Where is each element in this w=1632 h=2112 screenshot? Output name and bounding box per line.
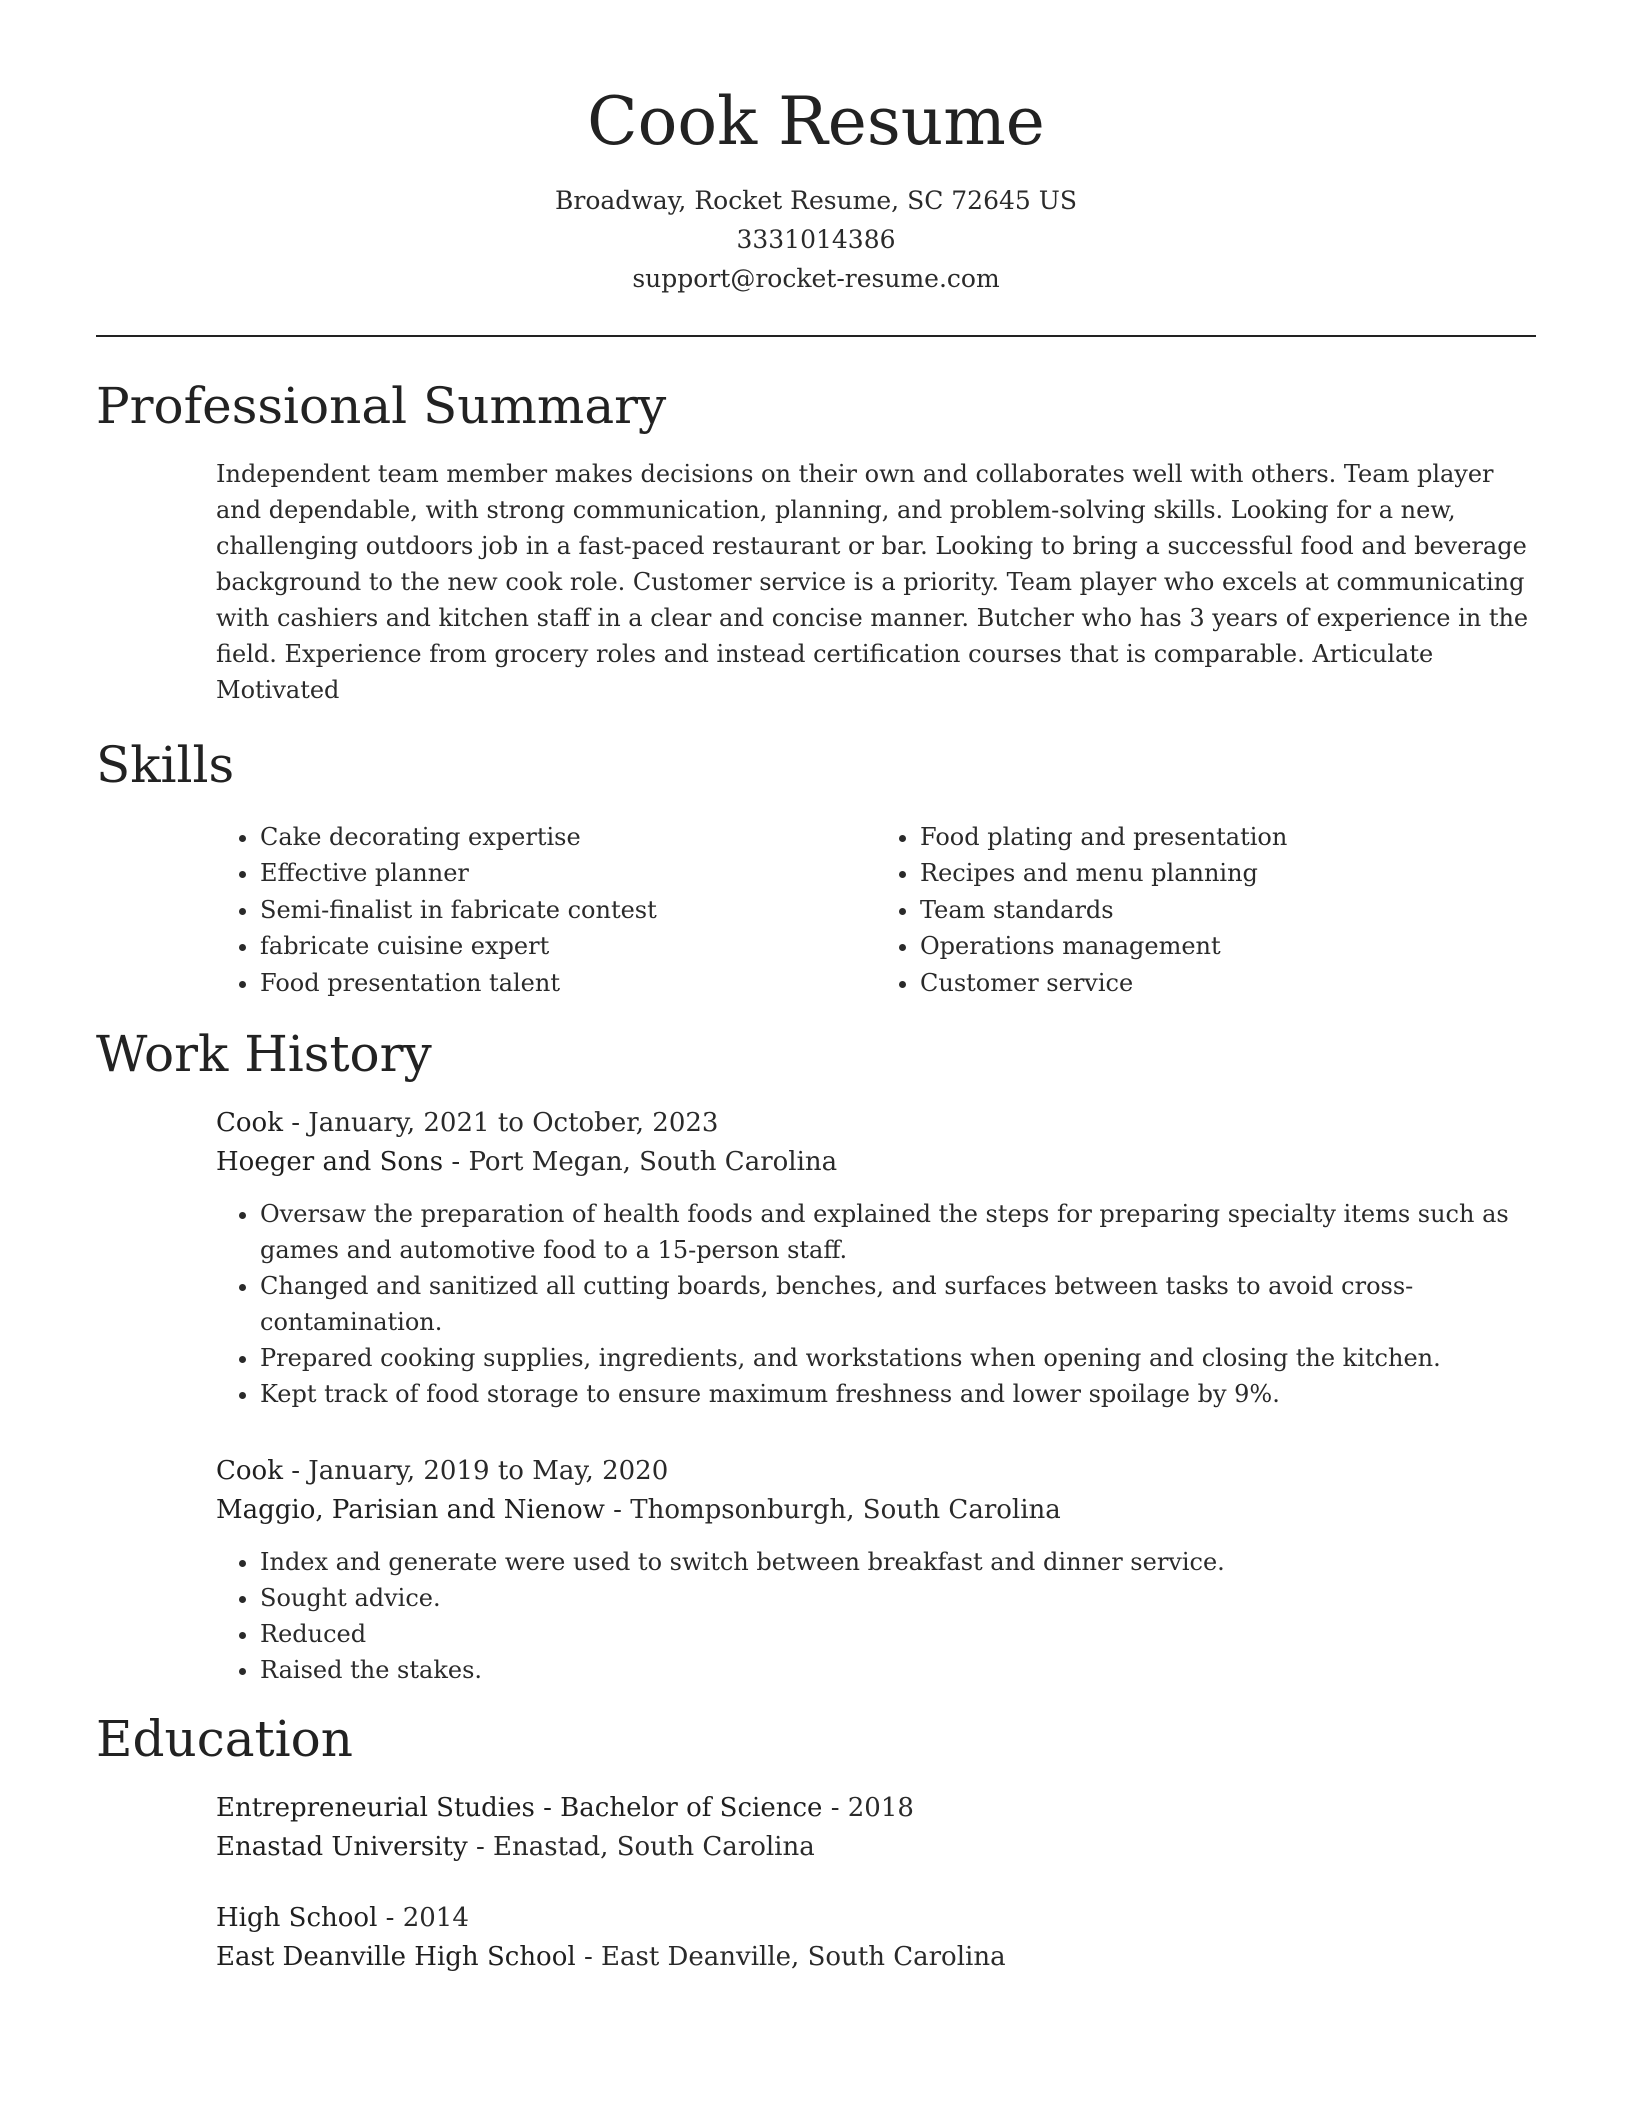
skill-item: • Customer service <box>920 965 1536 1002</box>
job-bullet: • Kept track of food storage to ensure maximum freshness and lower spoilage by 9%. <box>260 1376 1536 1412</box>
education-degree-line <box>216 1789 1536 1828</box>
education-year: - 2014 <box>377 1903 469 1934</box>
education-degree: Entrepreneurial Studies - Bachelor of Science <box>216 1793 823 1824</box>
skill-item: • Operations management <box>920 928 1536 965</box>
summary-heading: Professional Summary <box>96 376 667 435</box>
job-title-line <box>216 1104 1536 1143</box>
skills-grid <box>216 819 1536 1002</box>
education-year: - 2018 <box>822 1793 914 1824</box>
skill-item: • Food presentation talent <box>260 965 876 1002</box>
job-role: Cook <box>216 1456 283 1487</box>
job-entry <box>216 1452 1536 1688</box>
job-company: Hoeger and Sons <box>216 1147 444 1178</box>
job-role: Cook <box>216 1108 283 1139</box>
education-school-line <box>216 1828 1536 1867</box>
skill-item: • Semi-finalist in fabricate contest <box>260 892 876 929</box>
summary-text: Independent team member makes decisions on their own and collaborates well with others. Team player and dependable, with strong communication, planning, and problem-solving skills. Looking for a new, challenging outdoors job in a fast-paced restaurant or bar. Looking to bring a successful food and beverage background to the new cook role. Customer service is a priority. Team player who excels at communicating with cashiers and kitchen staff in a clear and concise manner. Butcher who has 3 years of experience in the field. Experience from grocery roles and instead certification courses that is comparable. Articulate Motivated <box>216 459 1529 704</box>
education-entry <box>216 1789 1536 1867</box>
job-location: - Port Megan, South Carolina <box>443 1147 838 1178</box>
job-bullets <box>216 1196 1536 1412</box>
job-bullet: • Oversaw the preparation of health foods and explained the steps for preparing specialty items such as games and automotive food to a 15-person staff. <box>260 1196 1536 1268</box>
summary-section <box>96 376 1536 708</box>
job-dates: - January, 2019 to May, 2020 <box>282 1456 669 1487</box>
skill-item: • Cake decorating expertise <box>260 819 876 856</box>
contact-address: Broadway, Rocket Resume, SC 72645 US <box>555 185 1077 215</box>
skills-list-right <box>876 819 1536 1002</box>
resume-header <box>96 0 1536 298</box>
skill-item: • Effective planner <box>260 855 876 892</box>
skills-list-left <box>216 819 876 1002</box>
skill-item: • fabricate cuisine expert <box>260 928 876 965</box>
job-location: - Thompsonburgh, South Carolina <box>604 1495 1061 1526</box>
job-title-line <box>216 1452 1536 1491</box>
resume-title: Cook Resume <box>587 83 1045 160</box>
skill-item: • Team standards <box>920 892 1536 929</box>
job-bullets <box>216 1544 1536 1688</box>
job-company-line <box>216 1491 1536 1530</box>
contact-info <box>96 181 1536 298</box>
job-bullet: • Sought advice. <box>260 1580 1536 1616</box>
skill-item: • Food plating and presentation <box>920 819 1536 856</box>
education-school: Enastad University <box>216 1832 468 1863</box>
skills-section <box>96 735 1536 1002</box>
job-dates: - January, 2021 to October, 2023 <box>282 1108 719 1139</box>
job-bullet: • Index and generate were used to switch between breakfast and dinner service. <box>260 1544 1536 1580</box>
job-entry <box>216 1104 1536 1412</box>
education-school: East Deanville High School <box>216 1942 576 1973</box>
education-heading: Education <box>96 1710 353 1769</box>
job-company: Maggio, Parisian and Nienow <box>216 1495 605 1526</box>
education-location: - East Deanville, South Carolina <box>575 1942 1006 1973</box>
education-degree: High School <box>216 1903 378 1934</box>
skills-heading: Skills <box>96 735 235 794</box>
skill-item: • Recipes and menu planning <box>920 855 1536 892</box>
job-bullet: • Changed and sanitized all cutting boards, benches, and surfaces between tasks to avoid cross-contamination. <box>260 1268 1536 1340</box>
job-bullet: • Reduced <box>260 1616 1536 1652</box>
education-degree-line <box>216 1899 1536 1938</box>
contact-phone: 3331014386 <box>736 224 896 254</box>
work-history-section <box>96 1027 1536 1688</box>
contact-email: support@rocket-resume.com <box>632 263 1000 293</box>
job-bullet: • Raised the stakes. <box>260 1652 1536 1688</box>
education-location: - Enastad, South Carolina <box>467 1832 815 1863</box>
work-history-heading: Work History <box>96 1025 432 1084</box>
education-entry <box>216 1899 1536 1977</box>
education-section <box>96 1712 1536 1977</box>
header-divider <box>96 335 1536 337</box>
job-company-line <box>216 1143 1536 1182</box>
job-bullet: • Prepared cooking supplies, ingredients, and workstations when opening and closing the kitchen. <box>260 1340 1536 1376</box>
education-school-line <box>216 1938 1536 1977</box>
